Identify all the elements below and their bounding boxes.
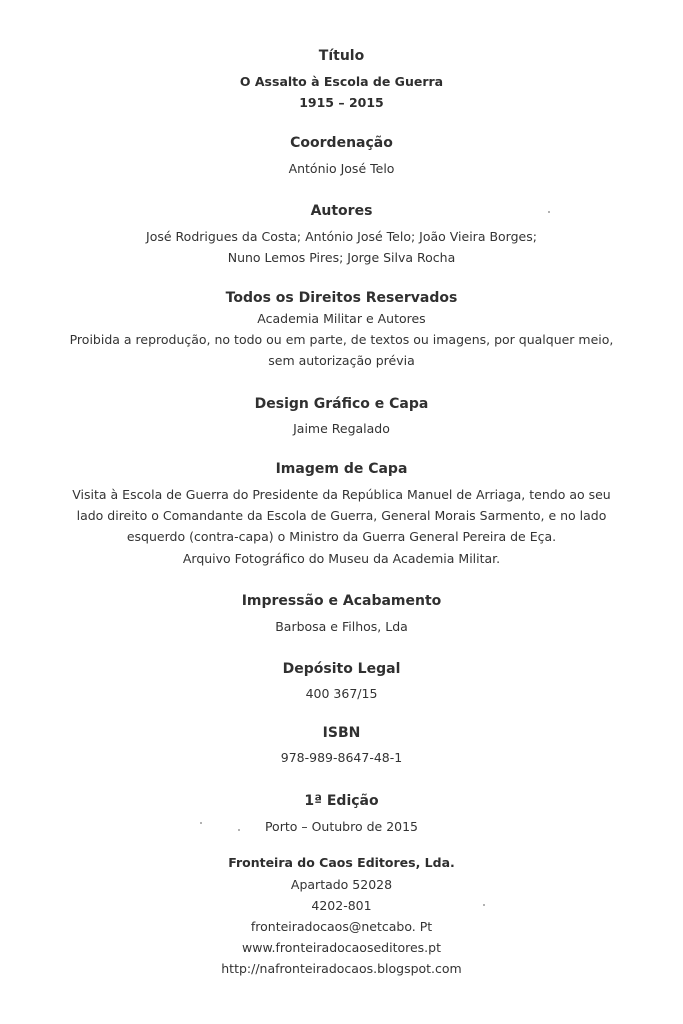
- impressao-heading: Impressão e Acabamento: [241, 593, 442, 609]
- imagem-capa-heading: Imagem de Capa: [275, 461, 408, 477]
- titulo-heading: Título: [318, 48, 365, 64]
- editora-address-2: 4202-801: [311, 898, 372, 913]
- autores-line-1: José Rodrigues da Costa; António José Telo; João Vieira Borges;: [146, 229, 537, 244]
- imagem-capa-line-2: lado direito o Comandante da Escola de Guerra, General Morais Sarmento, e no lado: [76, 508, 607, 523]
- imagem-capa-line-4: Arquivo Fotográfico do Museu da Academia Militar.: [182, 551, 501, 566]
- deposito-value: 400 367/15: [305, 686, 378, 701]
- scan-speck: [238, 829, 240, 831]
- impressao-name: Barbosa e Filhos, Lda: [275, 619, 408, 634]
- design-heading: Design Gráfico e Capa: [254, 396, 429, 412]
- coordenacao-heading: Coordenação: [290, 135, 393, 151]
- editora-name: Fronteira do Caos Editores, Lda.: [228, 855, 455, 870]
- editora-website: www.fronteiradocaoseditores.pt: [242, 940, 441, 955]
- imagem-capa-line-3: esquerdo (contra-capa) o Ministro da Guerra General Pereira de Eça.: [126, 529, 557, 544]
- book-title: O Assalto à Escola de Guerra: [239, 74, 444, 89]
- direitos-heading: Todos os Direitos Reservados: [225, 290, 458, 306]
- imagem-capa-line-1: Visita à Escola de Guerra do Presidente da República Manuel de Arriaga, tendo ao seu: [72, 487, 611, 502]
- autores-line-2: Nuno Lemos Pires; Jorge Silva Rocha: [227, 250, 456, 265]
- scan-speck: [548, 211, 550, 213]
- isbn-heading: ISBN: [322, 725, 361, 741]
- editora-blog: http://nafronteiradocaos.blogspot.com: [221, 961, 462, 976]
- edicao-value: Porto – Outubro de 2015: [264, 819, 419, 834]
- direitos-line-2: Proibida a reprodução, no todo ou em parte, de textos ou imagens, por qualquer meio,: [69, 332, 614, 347]
- autores-heading: Autores: [310, 203, 373, 219]
- editora-email: fronteiradocaos@netcabo. Pt: [250, 919, 433, 934]
- direitos-line-3: sem autorização prévia: [268, 353, 415, 368]
- scan-speck: [483, 904, 485, 906]
- direitos-line-1: Academia Militar e Autores: [257, 311, 426, 326]
- deposito-heading: Depósito Legal: [282, 661, 401, 677]
- editora-address-1: Apartado 52028: [290, 877, 393, 892]
- isbn-value: 978-989-8647-48-1: [280, 750, 403, 765]
- edicao-heading: 1ª Edição: [304, 793, 379, 809]
- book-years: 1915 – 2015: [299, 95, 384, 110]
- coordenacao-name: António José Telo: [288, 161, 395, 176]
- design-name: Jaime Regalado: [293, 421, 390, 436]
- scan-speck: [200, 822, 202, 824]
